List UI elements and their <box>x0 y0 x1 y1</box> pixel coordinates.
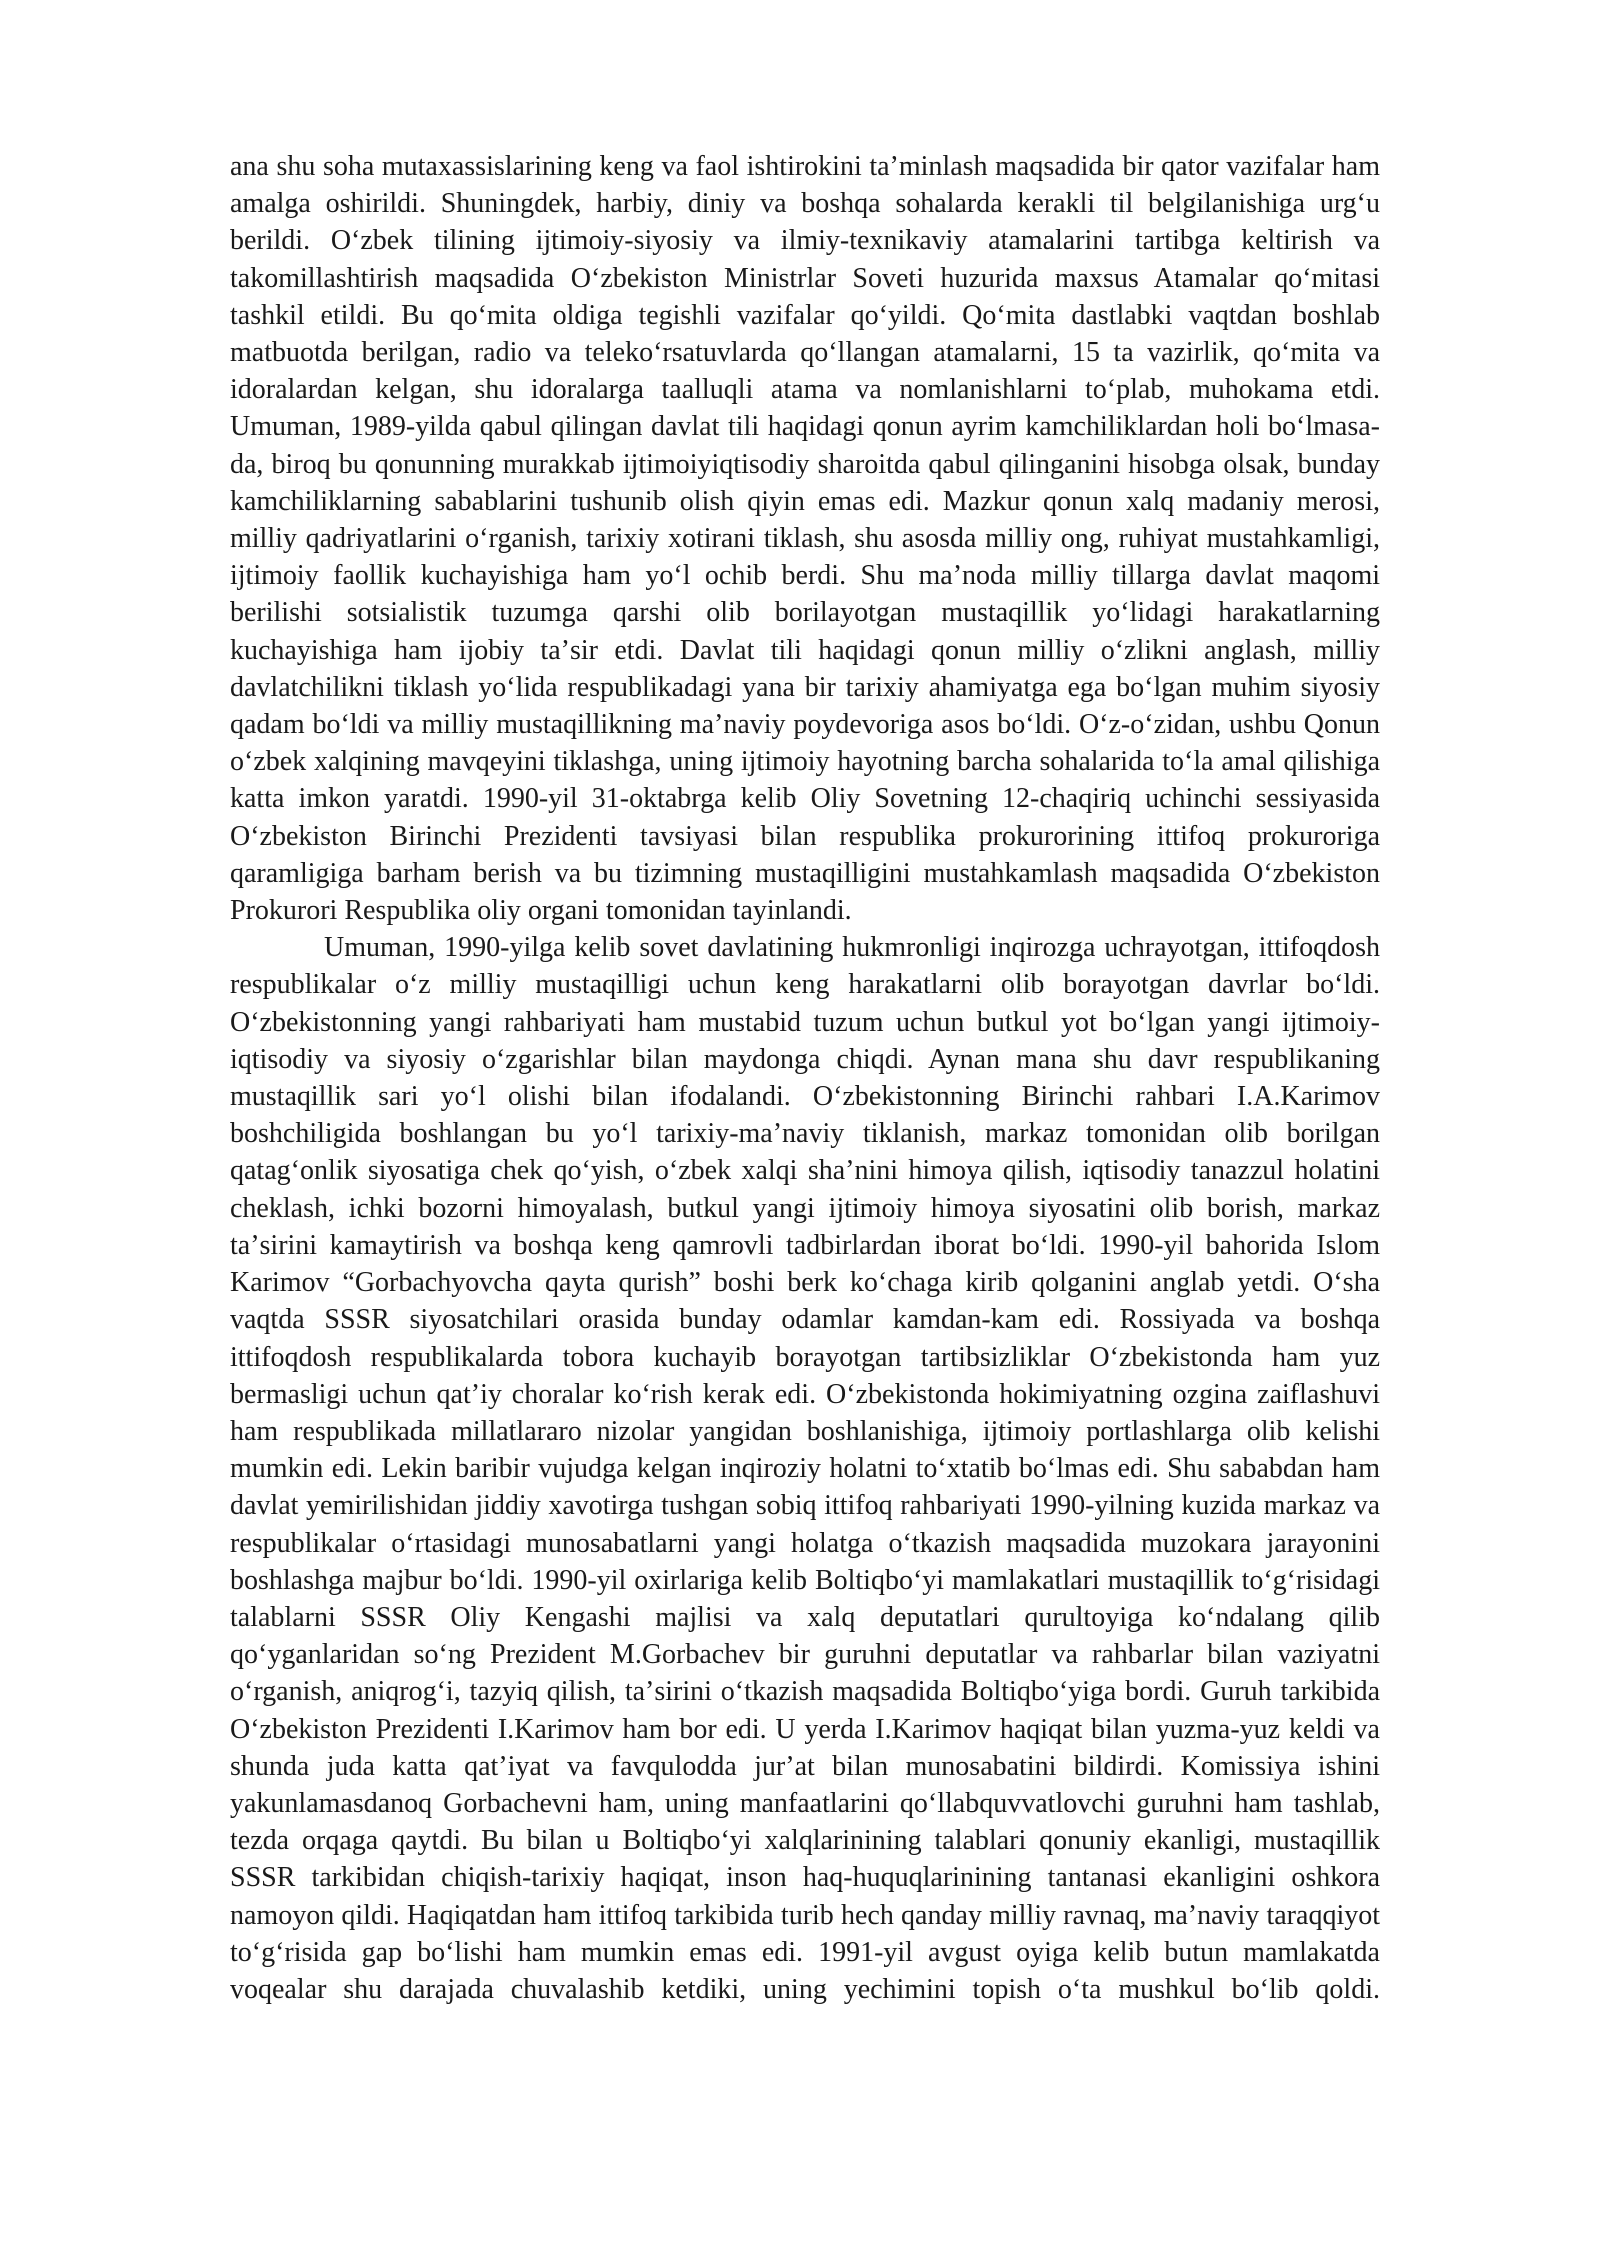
paragraph-1: ana shu soha mutaxassislarining keng va faol ishtirokini taʼminlash maqsadida bir qator vazifalar ham amalga oshirildi. Shuningdek, harbiy, diniy va boshqa sohalarda kerakli til belgilanishiga urgʻu berildi. Oʻzbek tilining ijtimoiy-siyosiy va ilmiy-texnikaviy atamalarini tartibga keltirish va takomillashtirish maqsadida Oʻzbekiston Ministrlar Soveti huzurida maxsus Atamalar qoʻmitasi tashkil etildi. Bu qoʻmita oldiga tegishli vazifalar qoʻyildi. Qoʻmita dastlabki vaqtdan boshlab matbuotda berilgan, radio va telekoʻrsatuvlarda qoʻllangan atamalarni, 15 ta vazirlik, qoʻmita va idoralardan kelgan, shu idoralarga taalluqli atama va nomlanishlarni toʻplab, muhokama etdi. Umuman, 1989-yilda qabul qilingan davlat tili haqidagi qonun ayrim kamchiliklardan holi boʻlmasa-da, biroq bu qonunning murakkab ijtimoiyiqtisodiy sharoitda qabul qilinganini hisobga olsak, bunday kamchiliklarning sabablarini tushunib olish qiyin emas edi. Mazkur qonun xalq madaniy merosi, milliy qadriyatlarini oʻrganish, tarixiy xotirani tiklash, shu asosda milliy ong, ruhiyat mustahkamligi, ijtimoiy faollik kuchayishiga ham yoʻl ochib berdi. Shu maʼnoda milliy tillarga davlat maqomi berilishi sotsialistik tuzumga qarshi olib borilayotgan mustaqillik yoʻlidagi harakatlarning kuchayishiga ham ijobiy taʼsir etdi. Davlat tili haqidagi qonun milliy oʻzlikni anglash, milliy davlatchilikni tiklash yoʻlida respublikadagi yana bir tarixiy ahamiyatga ega boʻlgan muhim siyosiy qadam boʻldi va milliy mustaqillikning maʼnaviy poydevoriga asos boʻldi. Oʻz-oʻzidan, ushbu Qonun oʻzbek xalqining mavqeyini tiklashga, uning ijtimoiy hayotning barcha sohalarida toʻla amal qilishiga katta imkon yaratdi. 1990-yil 31-oktabrga kelib Oliy Sovetning 12-chaqiriq uchinchi sessiyasida Oʻzbekiston Birinchi Prezidenti tavsiyasi bilan respublika prokurorining ittifoq prokuroriga qaramligiga barham berish va bu tizimning mustaqilligini mustahkamlash maqsadida Oʻzbekiston Prokurori Respublika oliy organi tomonidan tayinlandi. <box>230 151 1380 927</box>
document-page <box>230 148 1380 2008</box>
paragraph-2: Umuman, 1990-yilga kelib sovet davlatining hukmronligi inqirozga uchrayotgan, ittifoqdosh respublikalar oʻz milliy mustaqilligi uchun keng harakatlarni olib borayotgan davrlar boʻldi. Oʻzbekistonning yangi rahbariyati ham mustabid tuzum uchun butkul yot boʻlgan yangi ijtimoiy-iqtisodiy va siyosiy oʻzgarishlar bilan maydonga chiqdi. Aynan mana shu davr respublikaning mustaqillik sari yoʻl olishi bilan ifodalandi. Oʻzbekistonning Birinchi rahbari I.A.Karimov boshchiligida boshlangan bu yoʻl tarixiy-maʼnaviy tiklanish, markaz tomonidan olib borilgan qatagʻonlik siyosatiga chek qoʻyish, oʻzbek xalqi shaʼnini himoya qilish, iqtisodiy tanazzul holatini cheklash, ichki bozorni himoyalash, butkul yangi ijtimoiy himoya siyosatini olib borish, markaz taʼsirini kamaytirish va boshqa keng qamrovli tadbirlardan iborat boʻldi. 1990-yil bahorida Islom Karimov “Gorbachyovcha qayta qurish” boshi berk koʻchaga kirib qolganini anglab yetdi. Oʻsha vaqtda SSSR siyosatchilari orasida bunday odamlar kamdan-kam edi. Rossiyada va boshqa ittifoqdosh respublikalarda tobora kuchayib borayotgan tartibsizliklar Oʻzbekistonda ham yuz bermasligi uchun qatʼiy choralar koʻrish kerak edi. Oʻzbekistonda hokimiyatning ozgina zaiflashuvi ham respublikada millatlararo nizolar yangidan boshlanishiga, ijtimoiy portlashlarga olib kelishi mumkin edi. Lekin baribir vujudga kelgan inqiroziy holatni toʻxtatib boʻlmas edi. Shu sababdan ham davlat yemirilishidan jiddiy xavotirga tushgan sobiq ittifoq rahbariyati 1990-yilning kuzida markaz va respublikalar oʻrtasidagi munosabatlarni yangi holatga oʻtkazish maqsadida muzokara jarayonini boshlashga majbur boʻldi. 1990-yil oxirlariga kelib Boltiqboʻyi mamlakatlari mustaqillik toʻgʻrisidagi talablarni SSSR Oliy Kengashi majlisi va xalq deputatlari qurultoyiga koʻndalang qilib qoʻyganlaridan soʻng Prezident M.Gorbachev bir guruhni deputatlar va rahbarlar bilan vaziyatni oʻrganish, aniqrogʻi, tazyiq qilish, taʼsirini oʻtkazish maqsadida Boltiqboʻyiga bordi. Guruh tarkibida Oʻzbekiston Prezidenti I.Karimov ham bor edi. U yerda I.Karimov haqiqat bilan yuzma-yuz keldi va shunda juda katta qatʼiyat va favqulodda jurʼat bilan munosabatini bildirdi. Komissiya ishini yakunlamasdanoq Gorbachevni ham, uning manfaatlarini qoʻllabquvvatlovchi guruhni ham tashlab, tezda orqaga qaytdi. Bu bilan u Boltiqboʻyi xalqlarinining talablari qonuniy ekanligi, mustaqillik SSSR tarkibidan chiqish-tarixiy haqiqat, inson haq-huquqlarinining tantanasi ekanligini oshkora namoyon qildi. Haqiqatdan ham ittifoq tarkibida turib hech qanday milliy ravnaq, maʼnaviy taraqqiyot toʻgʻrisida gap boʻlishi ham mumkin emas edi. 1991-yil avgust oyiga kelib butun mamlakatda voqealar shu darajada chuvalashib ketdiki, uning yechimini topish oʻta mushkul boʻlib qoldi. <box>230 932 1380 2005</box>
